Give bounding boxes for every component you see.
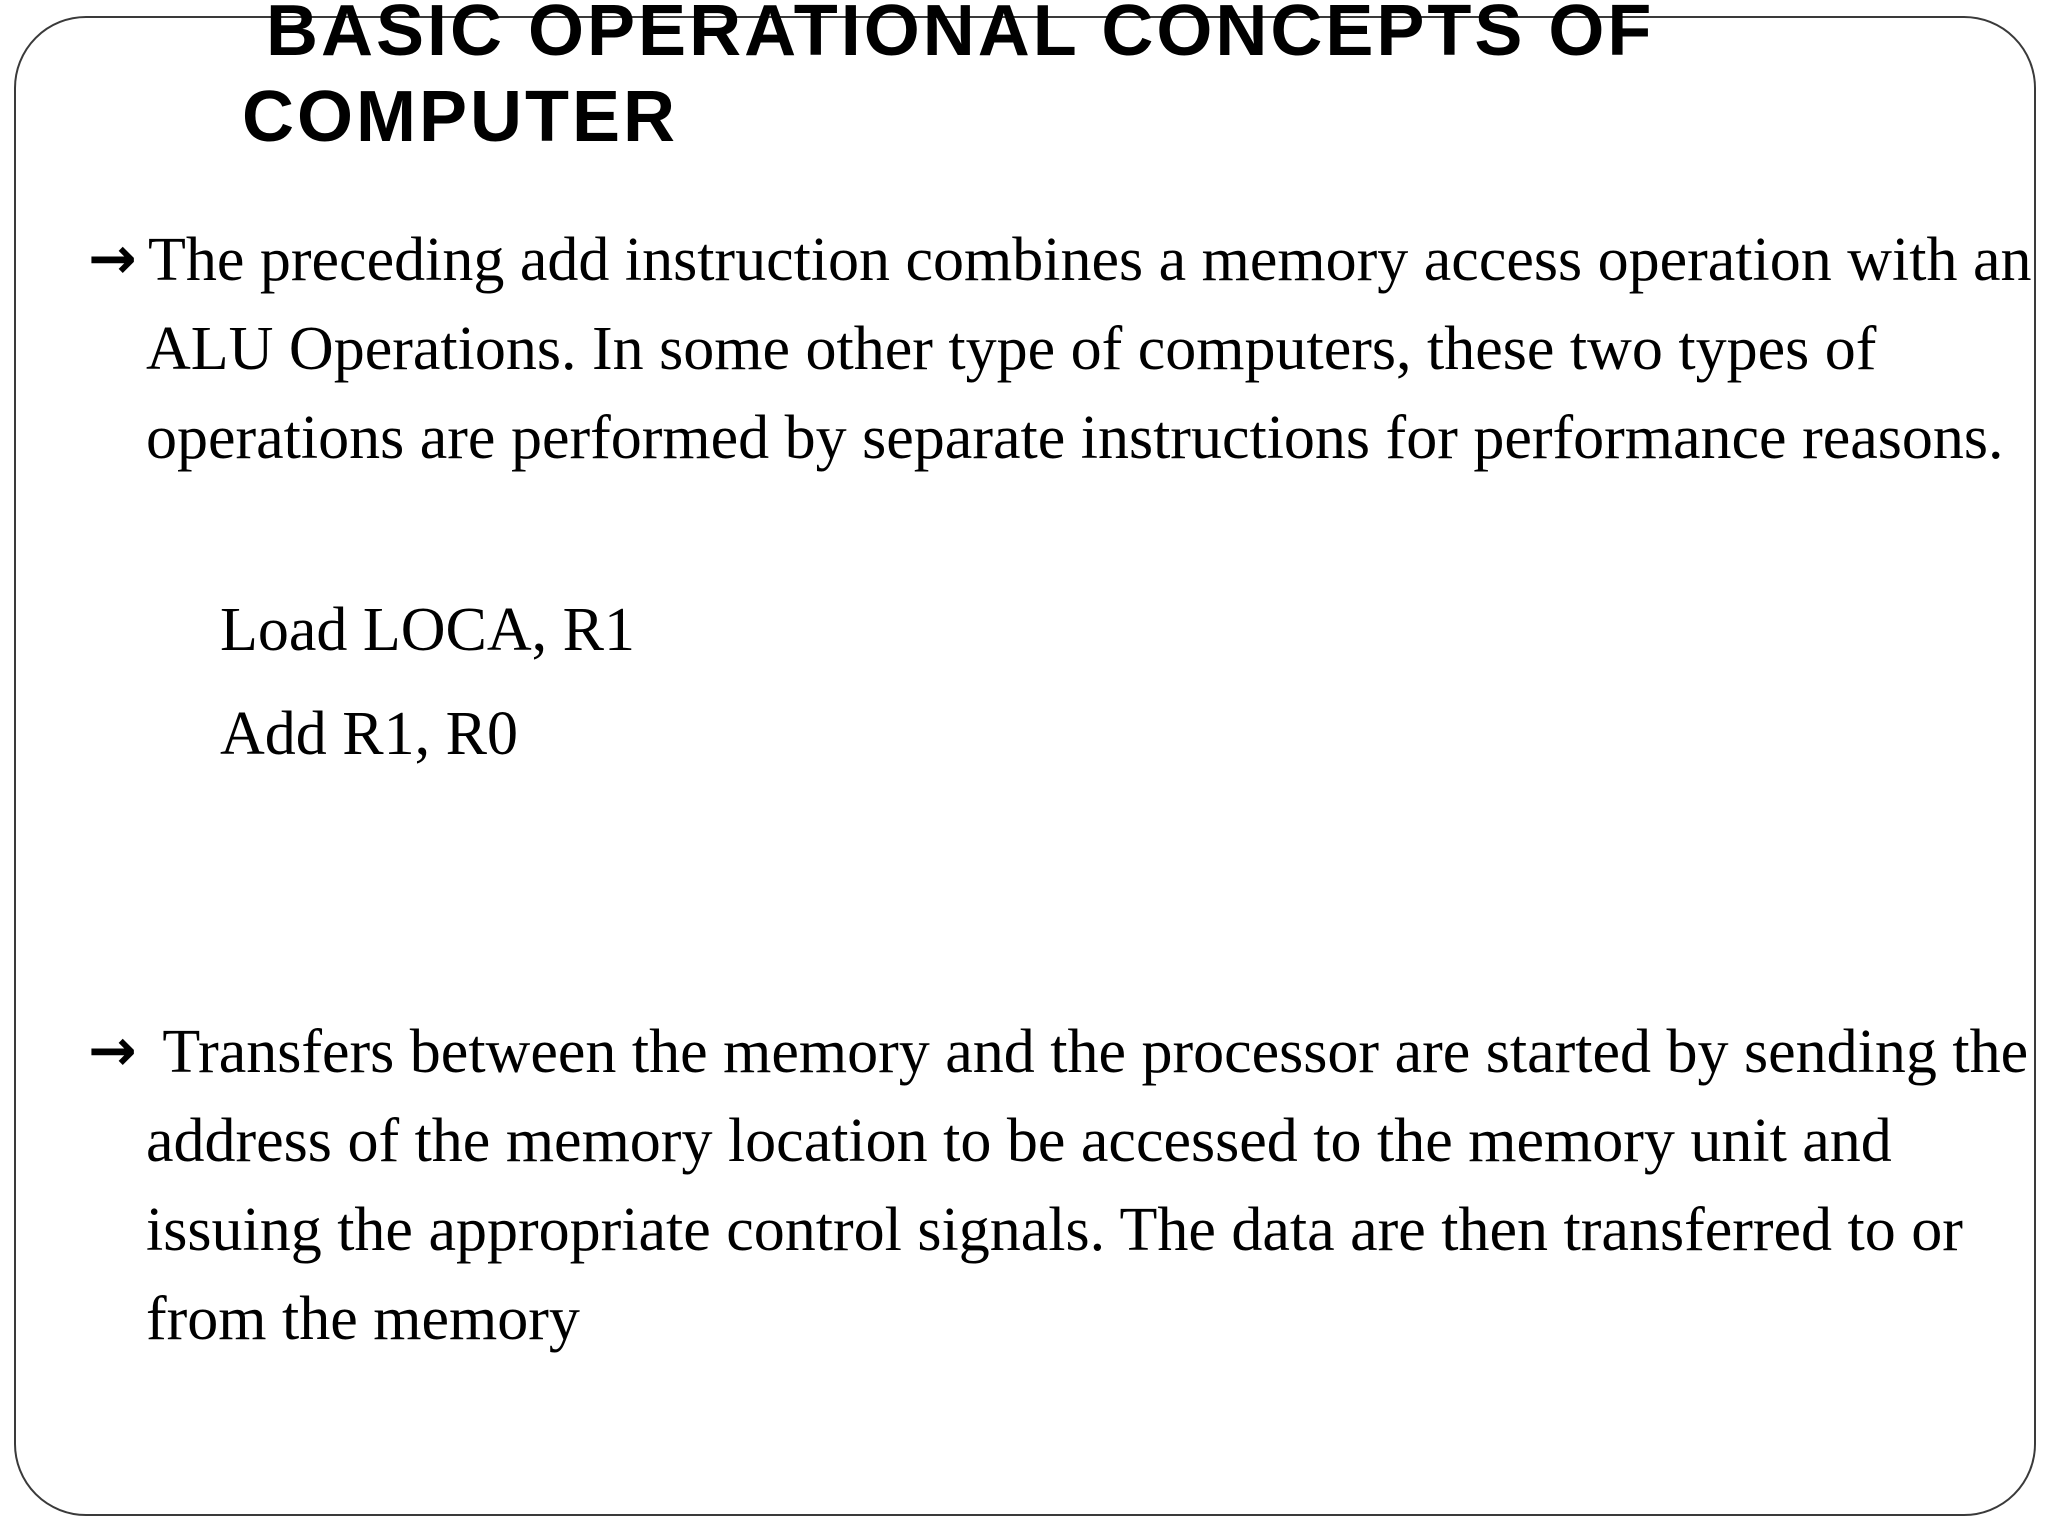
slide-frame xyxy=(14,0,2036,1516)
bullet-paragraph-2 xyxy=(88,1006,2046,1364)
bullet-paragraph-1 xyxy=(88,214,2046,483)
title-line-1: BASIC OPERATIONAL CONCEPTS OF xyxy=(266,0,1655,71)
arrow-right-icon: → xyxy=(88,1016,137,1084)
paragraph-1-text: The preceding add instruction combines a memory access operation with an ALU Operations. In some other type of computers, these two types of operations are performed by separate instructions for performance reasons. xyxy=(146,226,2032,472)
paragraph-2-text: Transfers between the memory and the processor are started by sending the address of the memory location to be accessed to the memory unit and issuing the appropriate control signals. The data are then transferred to or from the memory xyxy=(146,1018,2029,1353)
arrow-right-icon: → xyxy=(88,224,137,292)
code-line-load: Load LOCA, R1 xyxy=(220,596,636,664)
slide-title xyxy=(242,0,1654,160)
code-line-add: Add R1, R0 xyxy=(220,700,518,768)
title-line-2: COMPUTER xyxy=(242,77,678,157)
